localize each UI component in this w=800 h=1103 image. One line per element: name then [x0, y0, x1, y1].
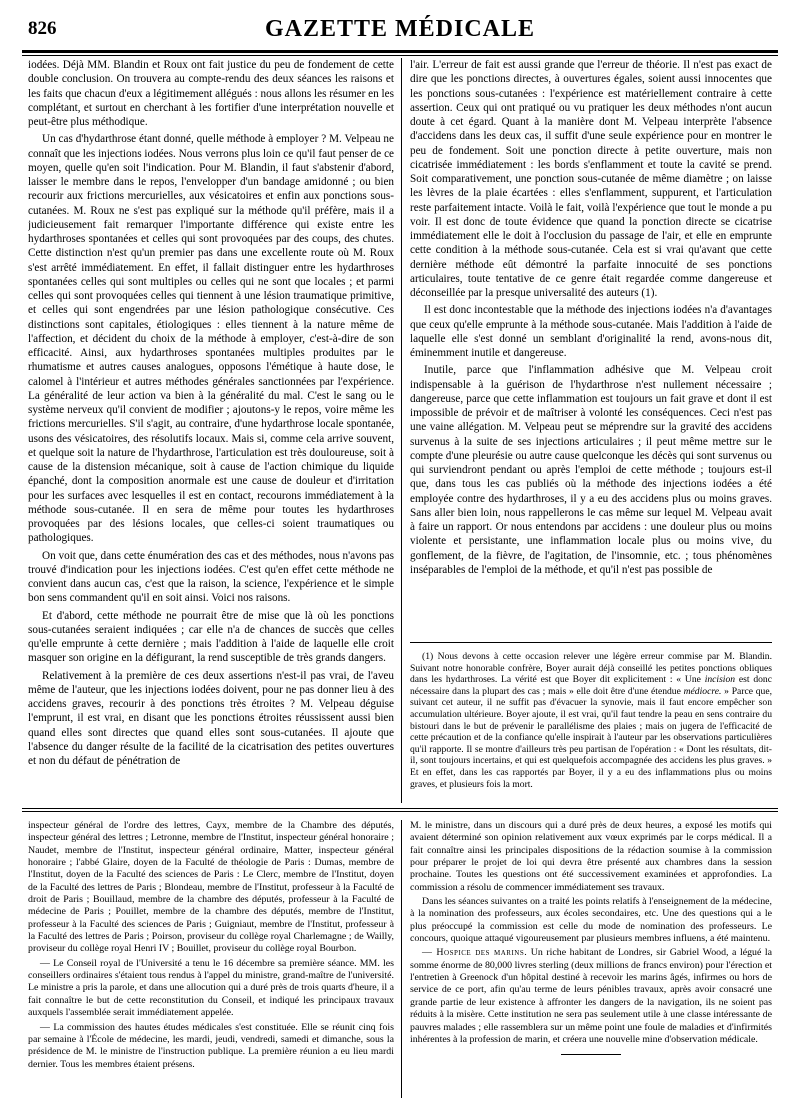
- article-column-right: [410, 58, 772, 803]
- end-rule: [561, 1054, 621, 1055]
- article-paragraph: Et d'abord, cette méthode ne pourrait être de mise que là où les ponctions sous-cutanées seraient indiquées ; car elle n'a de chances de succès que celles qu'elle emprunte à cette dernière ; mais l'addition à l'aide de laquelle elle croit masquer son origine en la défigurant, la rend susceptible de très grands dangers.: [28, 609, 394, 665]
- article-paragraph: On voit que, dans cette énumération des cas et des méthodes, nous n'avons pas trouvé d'indication pour les injections iodées. C'est qu'en effet cette méthode ne convient dans aucun cas, c'est que la raison, la science, l'expérience et le simple bon sens commandent qu'il en soit ainsi. Voici nos raisons.: [28, 549, 394, 605]
- journal-title: GAZETTE MÉDICALE: [264, 16, 536, 42]
- news-column-right: [410, 820, 772, 1100]
- news-paragraph: Dans les séances suivantes on a traité les points relatifs à l'enseignement de la médecine, à la nomination des professeurs, aux écoles secondaires, etc. Une des questions qui a le plus préoccupé la commission est celle du mode de nomination des professeurs. Le concours, quoique attaqué vigoureusement par plusieurs membres influens, a été maintenu.: [410, 896, 772, 945]
- news-heading: — Hospice des marins.: [422, 947, 528, 959]
- news-paragraph: M. le ministre, dans un discours qui a duré près de deux heures, a exposé les motifs qui avaient déterminé son opinion relativement aux vœux exprimés par le corps médical. Il a fait connaître ainsi les principales dispositions de la rédaction soumise à la commission pour préparer le projet de loi qui devra être présenté aux chambres dans la session prochaine. Toutes les questions ont été successivement examinées et approfondies. La commission a résolu de commencer immédiatement ses travaux.: [410, 820, 772, 893]
- article-paragraph: iodées. Déjà MM. Blandin et Roux ont fait justice du peu de fondement de cette double conclusion. On trouvera au compte-rendu des deux séances les raisons et les faits que chacun d'eux a légitimement allégués : nous allons les résumer en les complétant, et surtout en cherchant à les fortifier d'une interprétation nouvelle et peut-être plus méthodique.: [28, 59, 394, 128]
- article-paragraph: l'air. L'erreur de fait est aussi grande que l'erreur de théorie. Il n'est pas exact de dire que les ponctions directes, à ouvertures égales, soient aussi innocentes que les ponctions sous-cutanées : l'expérience est matériellement contraire à cette assertion. Ceux qui ont pratiqué ou vu pratiquer les deux méthodes n'ont aucun doute à cet égard. Quant à la manière dont M. Velpeau interprète l'absence d'accidens dans les deux cas, il suffit d'une seule expérience pour en montrer le peu de fondement. Soit une ponction directe à petite ouverture, mais non cicatrisée immédiatement : les bords s'enflamment et toute la cavité se prend. Soit comparativement, une ponction sous-cutanée de même diamètre ; on laisse les lèvres de la plaie écartées : elles s'enflamment, suppurent, et l'articulation reste parfaitement intacte. Voilà le fait, voilà l'expérience que tout le monde a pu voir. Il est donc de toute évidence que quand la ponction directe se cicatrise immédiatement elle le doit à l'occlusion du passage de l'air, et elle en emprunte cette condition à la méthode sous-cutanée. Cela est si vrai qu'avant que cette dernière méthode eût démontré la parfaite innocuité de ses ponctions articulaires, toute tentative de ce genre était regardée comme dangereuse et déconseillée par la presque universalité des auteurs (1).: [410, 59, 772, 299]
- article-paragraph: Relativement à la première de ces deux assertions n'est-il pas vrai, de l'aveu même de l'auteur, que les injections iodées doivent, pour ne pas donner lieu à des accidens graves, recourir à des ponctions très étroites ? M. Velpeau déguise l'emprunt, il est vrai, en disant que les ponctions étroites réussissent aussi bien quand elles sont directes que quand elles sont sous-cutanées. Il ajoute que l'absence du danger résulte de la facilité de la cicatrisation des petites ouvertures et non du défaut de pénétration de: [28, 669, 394, 767]
- article-paragraph: Il est donc incontestable que la méthode des injections iodées n'a d'avantages que ceux qu'elle emprunte à la méthode sous-cutanée. Mais l'addition à l'aide de laquelle elle s'est donné un semblant d'originalité la rend, avons-nous dit, éminemment inutile et dangereuse.: [410, 304, 772, 359]
- column-divider: [401, 820, 402, 1098]
- article-column-right-body: [410, 58, 772, 628]
- footnote-text: (1) Nous devons à cette occasion relever une légère erreur commise par M. Blandin. Suivant notre honorable confrère, Boyer aurait déjà conseillé les petites ponctions obliques dans les hydarthroses. La vérité est que Boyer dit explicitement : « Une incision est donc nécessaire dans la plupart des cas ; mais » elle doit être d'une étendue médiocre. » Parce que, suivant cet auteur, il ne suffit pas d'évacuer la synovie, mais il faut encore empêcher son accumulation ultérieure. Boyer ajoute, il est vrai, qu'il faut tendre la peau en sens contraire du bistouri dans le but de prévenir le parallélisme des plaies ; mais on jugera de l'efficacité de cette précaution et de la confiance qu'elle inspirait à l'auteur par les observations particulières qu'il rapporte. Il se montre d'ailleurs très peu partisan de l'opération : « Dont les résultats, dit-il, sont toujours incertains, et qui est quelquefois accompagnée des accidens les plus graves. » Et en effet, dans les cas rapportés par Boyer, il y a eu des inflammations plus ou moins graves, et plusieurs fois la mort.: [410, 651, 772, 790]
- news-paragraph: — La commission des hautes études médicales s'est constituée. Elle se réunit cinq fois par semaine à l'École de médecine, les mardi, jeudi, vendredi, samedi et dimanche, sous la présidence de M. le ministre de l'instruction publique. La première réunion a eu lieu mardi dernier. Tous les membres étaient présens.: [28, 1021, 394, 1070]
- page-header: [22, 12, 778, 52]
- section-divider: [22, 808, 778, 809]
- news-paragraph: — Le Conseil royal de l'Université a tenu le 16 décembre sa première séance. MM. les conseillers ordinaires s'étaient tous rendus à l'appel du ministre, grand-maître de l'université. Le ministre a pris la parole, et dans une allocution qui a duré près de trois quarts d'heure, il a fait connaître le but de cette reconstitution du Conseil, et indiqué les principaux travaux auxquels l'assemblée serait immédiatement appelée.: [28, 957, 394, 1019]
- news-paragraph: — Hospice des marins. Un riche habitant de Londres, sir Gabriel Wood, a légué la somme énorme de 80,000 livres sterling (deux millions de francs environ) pour l'érection et l'entretien à Greenock d'un hôpital destiné à recevoir les marins âgés, infirmes ou hors de service de ce port, afin qu'au terme de leurs pénibles travaux, après avoir consacré une grande partie de leur existence à affronter les dangers de la navigation, ils ne soient pas réduits à la misère. Cette institution ne sera pas seulement utile à une classe intéressante de pauvres malades ; elle rassemblera sur un même point une foule de maladies et d'infirmités inhérentes à la profession de marin, et créera une nouvelle mine d'observation médicale.: [410, 947, 772, 1045]
- news-paragraph: inspecteur général de l'ordre des lettres, Cayx, membre de la Chambre des députés, inspecteur général des lettres ; Letronne, membre de l'Institut, inspecteur général honoraire ; Naudet, membre de l'Institut, inspecteur général ordinaire, Matter, inspecteur général honoraire ; l'abbé Glaire, doyen de la Faculté de théologie de Paris : Dumas, membre de l'Institut, doyen de la Faculté des sciences de Paris : Le Clerc, membre de l'Institut, doyen de la Faculté des lettres de Paris ; Blondeau, membre de l'Institut, professeur à la Faculté de droit de Paris ; Bouillaud, membre de la chambre des députés, professeur à la Faculté de médecine de Paris ; Pouillet, membre de la chambre des députés, membre de l'Institut, professeur à la Faculté des sciences de Paris ; Guigniaut, membre de l'Institut, professeur à la Faculté des lettres de Paris ; Poirson, proviseur du collège royal Charlemagne ; de Wailly, proviseur du collège royal Henri IV ; Bouillet, proviseur du collège royal Bourbon.: [28, 820, 394, 955]
- article-paragraph: Un cas d'hydarthrose étant donné, quelle méthode à employer ? M. Velpeau ne connaît que les injections iodées. Nous verrons plus loin ce qu'il faut penser de ce moyen, quelle qu'en soit l'indication. Pour M. Blandin, il faut s'abstenir d'abord, laisser le membre dans le repos, l'envelopper d'un bandage amidonné ; ou bien recourir aux frictions mercurielles, aux vésicatoires et enfin aux ponctions sous-cutanées. M. Roux ne s'est pas expliqué sur la méthode qu'il préfère, mais il a judicieusement fait remarquer l'importante différence qui existe entre les hydarthroses spontanées et celles qui sont provoquées par des coups, des chutes. Cette distinction n'est qu'un premier pas dans une excellente route où M. Roux s'est arrêté immédiatement. En effet, il fallait distinguer entre les hydarthroses spontanées celles qui sont multiples ou celles qui ne sont que locales ; et parmi celles qui sont provoquées celles qui tiennent à une lésion traumatique primitive, et celles qui sont engendrées par une lésion pathologique consécutive. Ces distinctions sont capitales, étiologiques : elles tiennent à la nature même de l'affection, et décident du choix de la méthode à employer, c'est-à-dire de son efficacité. Ainsi, aux hydarthroses spontanées multiples produites par le rhumatisme et autres causes analogues, opposons l'émétique à haute dose, le calomel à l'intérieur et autres méthodes générales sanctionnées par l'expérience. La généralité de leur action va bien à la généralité du mal. C'est le sang ou le système nerveux qu'il convient de modifier ; ajoutons-y le repos, voire même les frictions mercurielles. S'il s'agit, au contraire, d'une hydarthrose locale spontanée, usons des vésicatoires, des résolutifs locaux. Mais si, comme cela arrive souvent, et quelque soit la nature de l'hydarthrose, l'articulation est très douloureuse, soit à cause de la distension mécanique, soit à cause de l'action chimique du liquide épanché, dont la composition anormale est une cause de douleur et d'irritation pour les surfaces avec lesquelles il est en contact, recourons immédiatement à la méthode sous-cutanée. Il en sera de même pour toutes les hydarthroses provoquées par des lésions locales, que celles-ci soient traumatiques ou pathologiques.: [28, 133, 394, 545]
- footnote: [410, 651, 772, 790]
- article-column-left: [28, 58, 394, 803]
- page-number: 826: [28, 18, 57, 39]
- footnote-rule: [410, 642, 772, 643]
- article-paragraph: Inutile, parce que l'inflammation adhésive que M. Velpeau croit indispensable à la guérison de l'hydarthrose n'est nullement nécessaire ; dangereuse, parce que cette inflammation est toujours un fait grave et dont il est impossible de prévoir et de maîtriser à volonté les conséquences. Ceci n'est pas une vaine allégation. M. Velpeau peut se méprendre sur la gravité des accidens survenus à la suite de ses injections articulaires ; il peut même mettre sur le compte d'une pleurésie ou autre cause quelconque les décès qui sont survenus ou qui surviendront pendant ou après l'emploi de cette méthode ; toujours est-il que, dans tous les cas publiés où la méthode des injections iodées a été employée contre des hydarthroses, il y a eu des accidens plus ou moins graves. Sans aller bien loin, nous rappellerons le cas même sur lequel M. Velpeau avait à faire un rapport. Or nous entendons par accidens : une douleur plus ou moins violente et persistante, une inflammation locale plus ou moins vive, du gonflement, de la fièvre, de l'agitation, de l'insomnie, etc. ; tous phénomènes inséparables de l'emploi de la méthode, et qu'il n'est pas possible de: [410, 364, 772, 576]
- column-divider: [401, 58, 402, 803]
- news-column-left: [28, 820, 394, 1100]
- header-rule-thick: [22, 50, 778, 53]
- section-divider-thin: [22, 811, 778, 812]
- header-rule-thin: [22, 55, 778, 56]
